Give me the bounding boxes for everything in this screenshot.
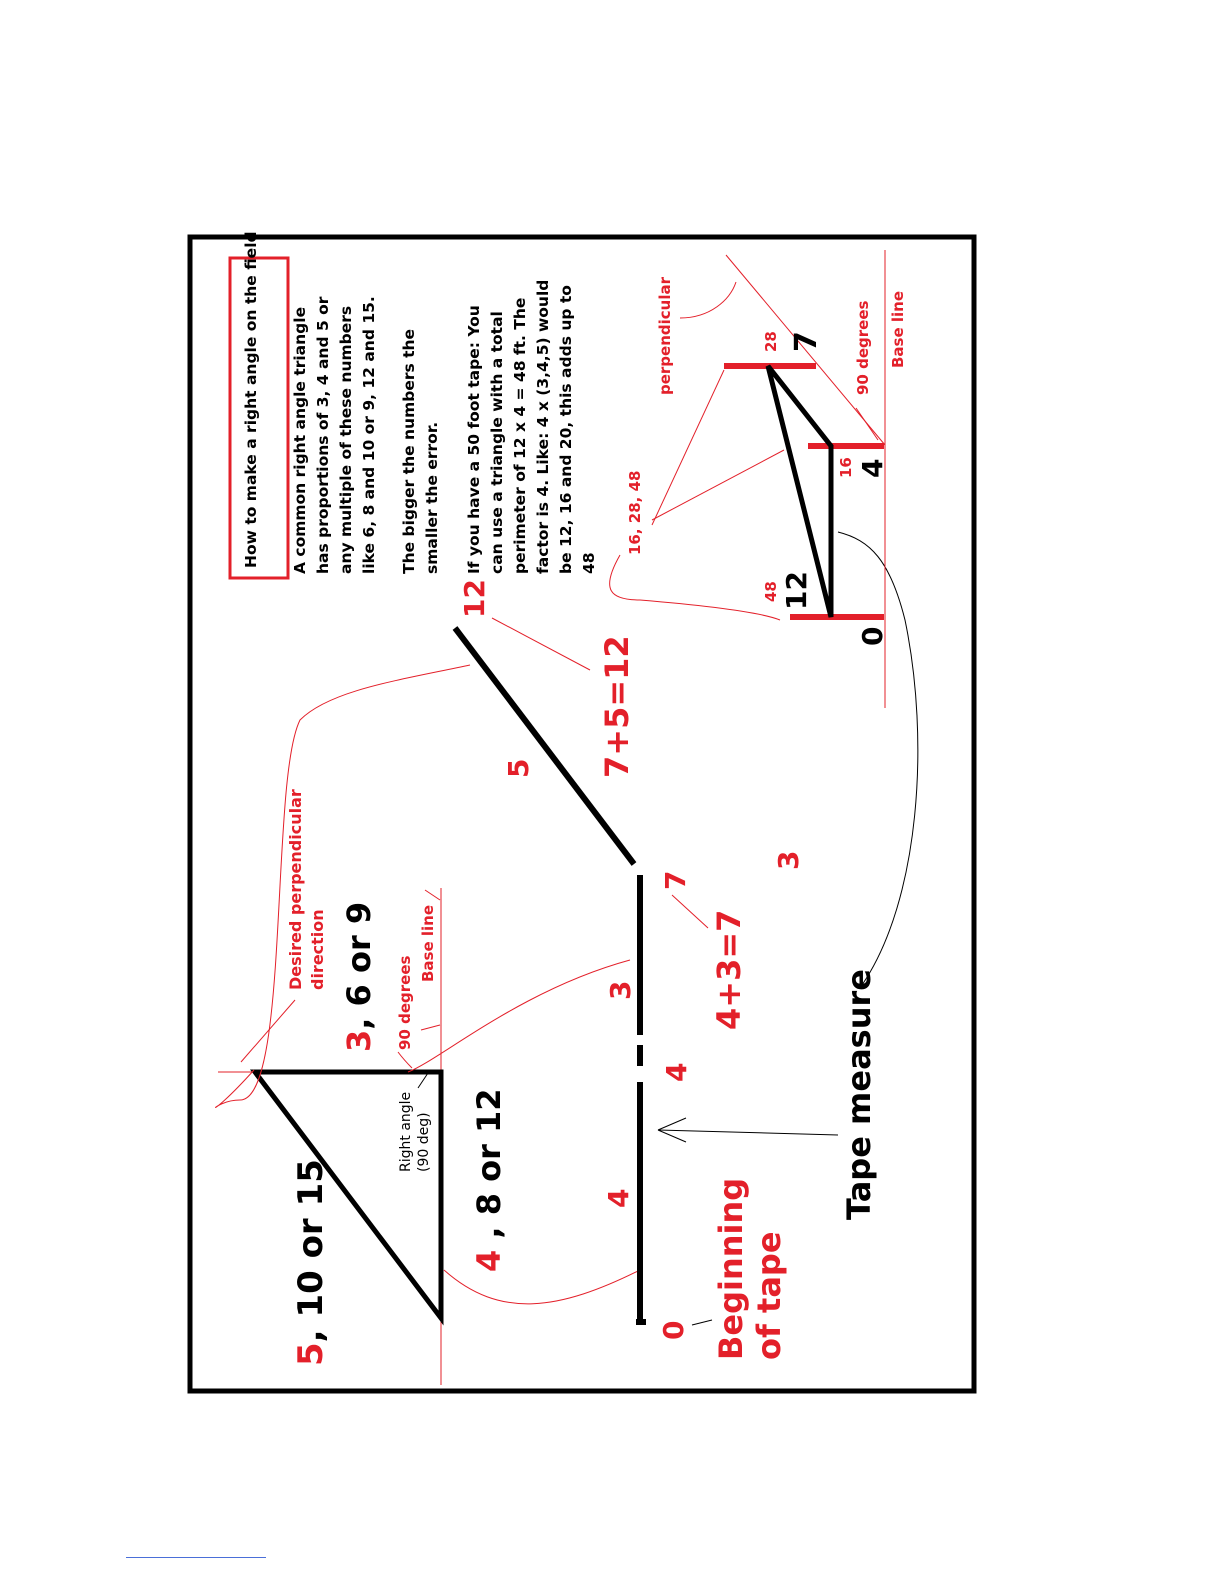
svg-text:perimeter of 12 x 4 = 48 ft. T: perimeter of 12 x 4 = 48 ft. The [511, 297, 529, 574]
long-leg-label: 4 , 8 or 12 [470, 1088, 508, 1272]
svg-text:be 12, 16 and 20, this adds up: be 12, 16 and 20, this adds up to [557, 285, 575, 574]
left-base-pointer-2 [421, 1025, 440, 1030]
left-base-line-label: Base line [419, 904, 437, 982]
rt-perpendicular-label: perpendicular [656, 276, 674, 395]
svg-text:can use a triangle with a tota: can use a triangle with a total [488, 311, 506, 574]
tape-four-a: 4 [602, 1188, 635, 1208]
rt-marks-pointer-2 [652, 450, 784, 520]
desired-direction-label: Desired perpendicular direction [286, 789, 327, 990]
short-leg-label: 3, 6 or 9 [340, 901, 378, 1052]
curve-long-to-four [444, 1270, 640, 1304]
tape-zero: 0 [657, 1320, 690, 1340]
rt-90-pointer [856, 408, 878, 440]
rt-n48: 48 [762, 581, 780, 602]
rt-n4: 4 [856, 458, 889, 478]
rt-n7: 7 [789, 331, 824, 352]
tape-three-b: 3 [772, 850, 805, 870]
beginning-of-tape-label: Beginning of tape [712, 1177, 788, 1360]
zero-pointer [692, 1320, 712, 1325]
rt-marks-pointer [610, 555, 780, 620]
tape-measure-curve [838, 532, 918, 985]
tape-three: 3 [604, 980, 637, 1000]
svg-text:smaller the error.: smaller the error. [423, 421, 441, 574]
left-base-pointer [425, 890, 440, 900]
rt-perpendicular-pointer [680, 282, 736, 318]
hypotenuse-label: 5, 10 or 15 [291, 1159, 331, 1366]
svg-text:like 6, 8 and 10 or 9, 12 and: like 6, 8 and 10 or 9, 12 and 15. [360, 296, 378, 574]
rt-n28: 28 [762, 331, 780, 352]
right-angle-pointer [418, 1073, 428, 1088]
svg-text:has proportions of 3, 4 and 5: has proportions of 3, 4 and 5 or [314, 296, 332, 574]
title-text: How to make a right angle on the field [242, 231, 260, 568]
svg-text:A common right angle triangle: A common right angle triangle [291, 306, 309, 574]
svg-text:48: 48 [580, 552, 598, 574]
right-angle-label: Right angle (90 deg) [398, 1091, 432, 1172]
tape-measure-label: Tape measure [840, 969, 878, 1220]
left-90-pointer [398, 1052, 412, 1068]
rt-n0: 0 [856, 626, 889, 646]
intro-paragraph [291, 296, 378, 574]
svg-text:factor is 4. Like: 4 x (3,4,5): factor is 4. Like: 4 x (3,4,5) would [534, 279, 552, 574]
rt-n12: 12 [780, 571, 813, 610]
svg-text:The bigger the numbers the: The bigger the numbers the [400, 328, 418, 574]
fifty-foot-tape-paragraph [465, 280, 598, 574]
sum-twelve: 7+5=12 [598, 635, 636, 778]
rt-marks-label: 16, 28, 48 [626, 470, 644, 555]
tape-five: 5 [502, 758, 535, 778]
sum-seven: 4+3=7 [710, 909, 748, 1030]
tape-twelve: 12 [458, 579, 491, 618]
error-paragraph [400, 329, 441, 574]
tape-measure-arrow-shaft [658, 1130, 838, 1135]
tape-four-b: 4 [660, 1062, 693, 1082]
seven-pointer [672, 895, 708, 928]
tape-seven: 7 [659, 870, 692, 890]
rt-n16: 16 [837, 457, 855, 478]
twelve-pointer [492, 618, 590, 670]
left-90-degrees-label: 90 degrees [396, 955, 414, 1050]
rt-90-degrees-label: 90 degrees [854, 300, 872, 395]
svg-text:any multiple of these numbers: any multiple of these numbers [337, 305, 355, 574]
rt-base-line-label: Base line [889, 290, 907, 368]
desired-direction-pointer [241, 1000, 295, 1062]
footnote-rule [126, 1557, 266, 1558]
svg-text:If you have a 50 foot tape: Yo: If you have a 50 foot tape: You [465, 305, 483, 574]
